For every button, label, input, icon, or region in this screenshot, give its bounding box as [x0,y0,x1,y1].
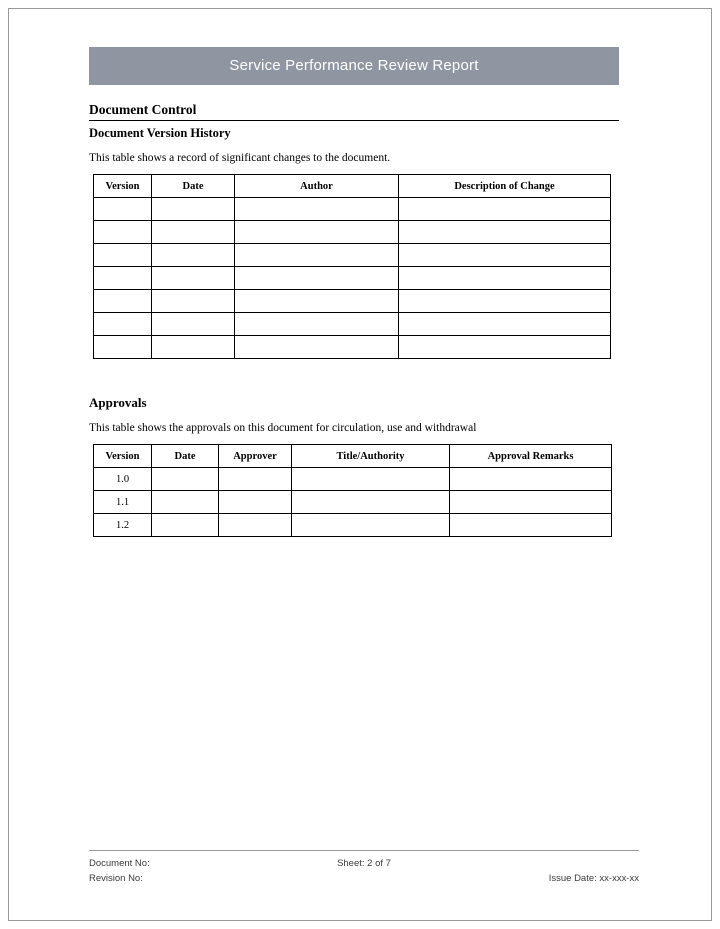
approvals-intro-text: This table shows the approvals on this document for circulation, use and withdrawal [89,422,477,434]
cell-date[interactable] [152,491,219,514]
column-header-author: Author [235,175,399,198]
footer-document-no: Document No: [89,858,150,869]
cell-description[interactable] [399,221,611,244]
cell-title-authority[interactable] [292,514,450,537]
cell-date[interactable] [152,221,235,244]
version-history-table [93,174,611,359]
cell-version[interactable] [94,221,152,244]
table-row [94,514,612,537]
footer-issue-date: Issue Date: xx-xxx-xx [548,873,639,884]
column-header-version: Version [94,445,152,468]
sub-heading-version-history: Document Version History [89,126,231,140]
page-content [89,47,619,537]
cell-description[interactable] [399,290,611,313]
cell-author[interactable] [235,221,399,244]
cell-approval-remarks[interactable] [450,491,612,514]
table-row [94,313,611,336]
cell-author[interactable] [235,244,399,267]
column-header-approver: Approver [219,445,292,468]
cell-author[interactable] [235,198,399,221]
cell-description[interactable] [399,198,611,221]
table-row [94,336,611,359]
cell-date[interactable] [152,267,235,290]
document-title-banner: Service Performance Review Report [89,47,619,85]
table-row [94,491,612,514]
cell-approver[interactable] [219,514,292,537]
cell-date[interactable] [152,336,235,359]
column-header-version: Version [94,175,152,198]
cell-date[interactable] [152,468,219,491]
cell-version[interactable] [94,336,152,359]
cell-date[interactable] [152,198,235,221]
cell-approval-remarks[interactable] [450,514,612,537]
cell-approver[interactable] [219,468,292,491]
column-header-description: Description of Change [399,175,611,198]
cell-description[interactable] [399,244,611,267]
cell-version[interactable] [94,313,152,336]
column-header-title-authority: Title/Authority [292,445,450,468]
table-row [94,468,612,491]
cell-date[interactable] [152,244,235,267]
cell-version[interactable] [94,198,152,221]
cell-version[interactable]: 1.1 [94,491,152,514]
table-row [94,267,611,290]
cell-version[interactable] [94,244,152,267]
cell-version[interactable]: 1.2 [94,514,152,537]
cell-author[interactable] [235,313,399,336]
column-header-date: Date [152,175,235,198]
cell-description[interactable] [399,336,611,359]
cell-date[interactable] [152,313,235,336]
column-header-date: Date [152,445,219,468]
page-footer [89,850,639,886]
cell-description[interactable] [399,267,611,290]
version-history-intro-text: This table shows a record of significant changes to the document. [89,152,391,164]
cell-version[interactable] [94,267,152,290]
table-row [94,221,611,244]
column-header-approval-remarks: Approval Remarks [450,445,612,468]
footer-sheet-number: Sheet: 2 of 7 [337,858,391,869]
table-row [94,244,611,267]
cell-description[interactable] [399,313,611,336]
footer-revision-no: Revision No: [89,873,143,884]
cell-author[interactable] [235,336,399,359]
table-header-row [94,175,611,198]
sub-heading-approvals: Approvals [89,395,147,410]
cell-author[interactable] [235,290,399,313]
approvals-table [93,444,612,537]
footer-row-top [89,856,639,871]
cell-title-authority[interactable] [292,468,450,491]
table-header-row [94,445,612,468]
approvals-section [89,395,619,537]
footer-row-bottom [89,871,639,886]
cell-title-authority[interactable] [292,491,450,514]
cell-version[interactable]: 1.0 [94,468,152,491]
cell-date[interactable] [152,514,219,537]
table-row [94,198,611,221]
cell-version[interactable] [94,290,152,313]
cell-author[interactable] [235,267,399,290]
cell-approval-remarks[interactable] [450,468,612,491]
table-row [94,290,611,313]
section-heading-document-control: Document Control [89,102,619,121]
cell-approver[interactable] [219,491,292,514]
cell-date[interactable] [152,290,235,313]
